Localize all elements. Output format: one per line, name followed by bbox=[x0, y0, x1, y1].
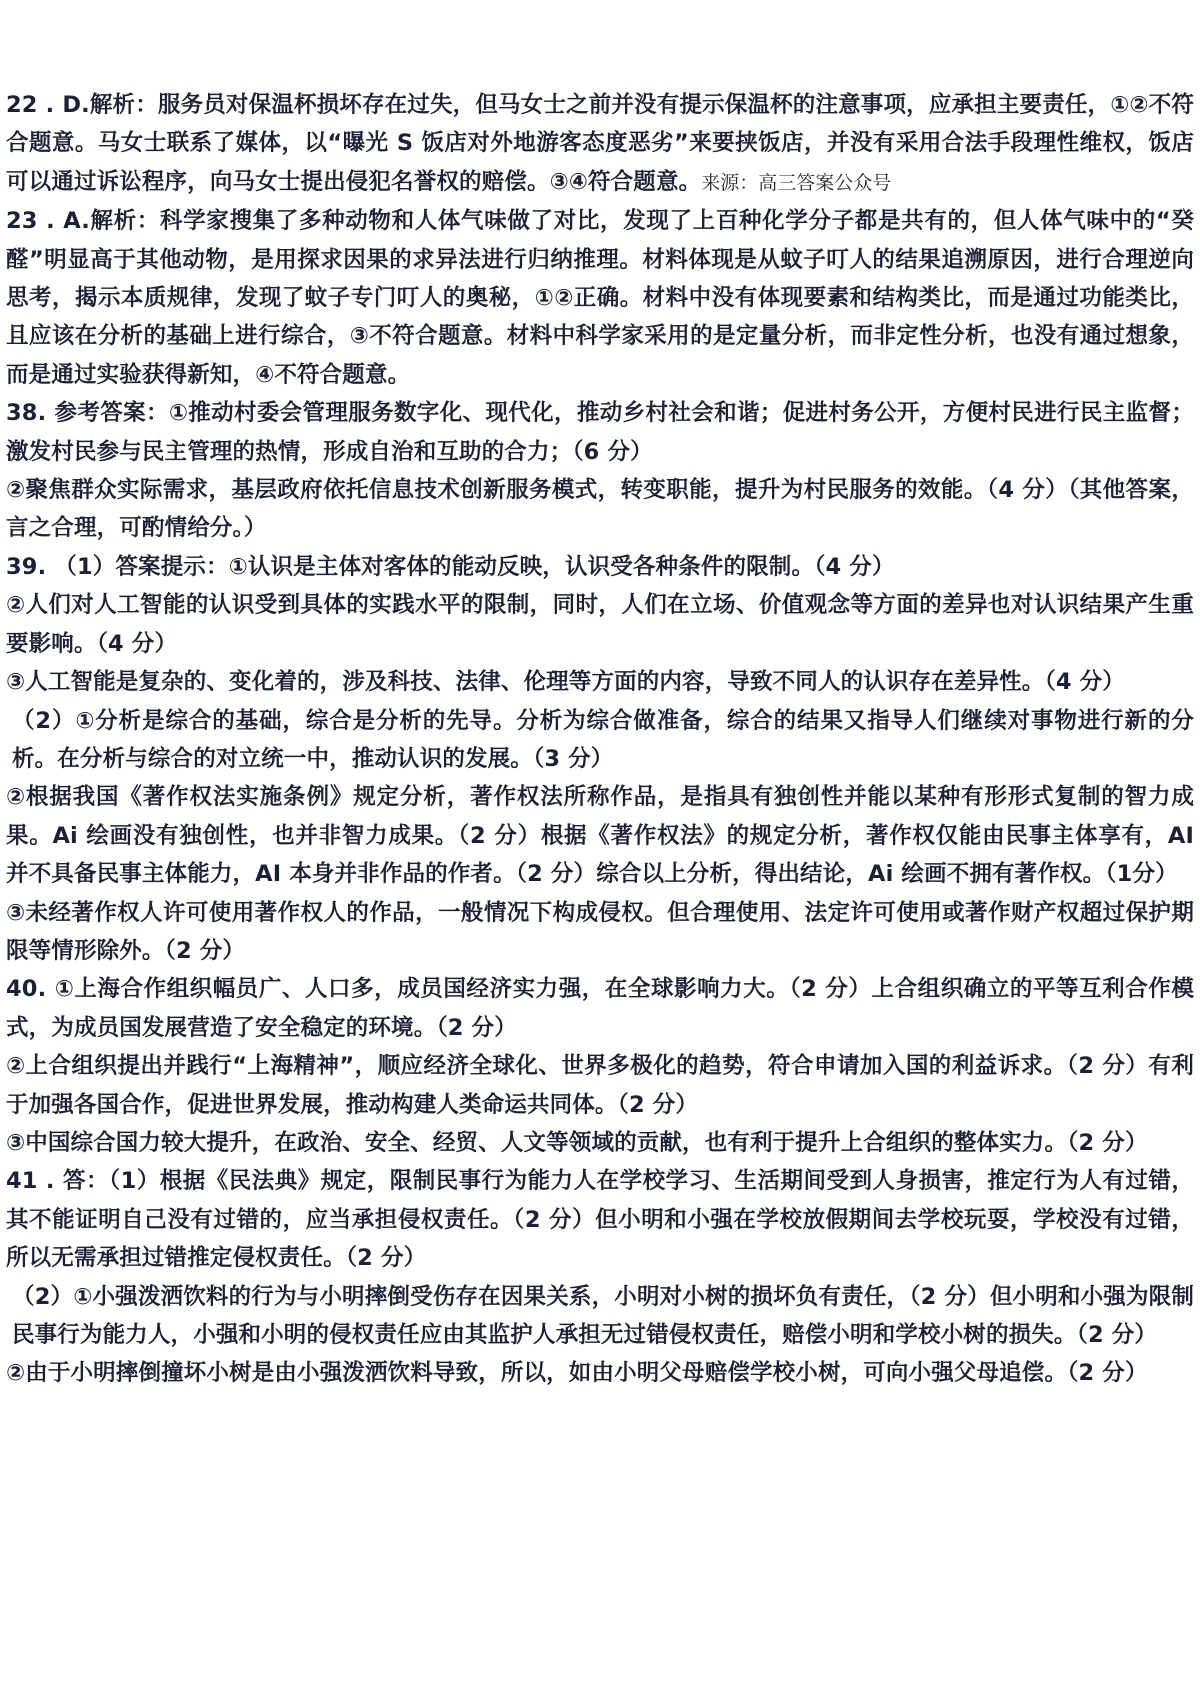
answer-40-point-2: ②上合组织提出并践行“上海精神”，顺应经济全球化、世界多极化的趋势，符合申请加入国的利益诉求。（2 分）有利于加强各国合作，促进世界发展，推动构建人类命运共同体。（2 分） bbox=[6, 1053, 1194, 1118]
answer-39-1-point-2: ②人们对人工智能的认识受到具体的实践水平的限制，同时，人们在立场、价值观念等方面的差异也对认识结果产生重要影响。（4 分） bbox=[6, 592, 1194, 657]
answer-22 bbox=[6, 86, 1194, 202]
answer-39-2-point-1: （2）①分析是综合的基础，综合是分析的先导。分析为综合做准备，综合的结果又指导人们继续对事物进行新的分析。在分析与综合的对立统一中，推动认识的发展。（3 分） bbox=[12, 707, 1194, 772]
answer-40-point-1: 40. ①上海合作组织幅员广、人口多，成员国经济实力强，在全球影响力大。（2 分）上合组织确立的平等互利合作模式，为成员国发展营造了安全稳定的环境。（2 分） bbox=[6, 976, 1194, 1041]
answer-38-part-2: ②聚焦群众实际需求，基层政府依托信息技术创新服务模式，转变职能，提升为村民服务的效能。（4 分）（其他答案，言之合理，可酌情给分。） bbox=[6, 477, 1194, 542]
answer-39-2-point-3: ③未经著作权人许可使用著作权人的作品，一般情况下构成侵权。但合理使用、法定许可使用或著作财产权超过保护期限等情形除外。（2 分） bbox=[6, 899, 1194, 964]
answer-22-text: 22 . D.解析：服务员对保温杯损坏存在过失，但马女士之前并没有提示保温杯的注意事项，应承担主要责任，①②不符合题意。马女士联系了媒体，以“曝光 S 饭店对外地游客态度恶劣”来要挟饭店，并没有采用合法手段理性维权，饭店可以通过诉讼程序，向马女士提出侵犯名誉权的赔偿。③④符合题意。 bbox=[6, 92, 1194, 195]
answer-41-part-2-point-2: ②由于小明摔倒撞坏小树是由小强泼洒饮料导致，所以，如由小明父母赔偿学校小树，可向小强父母追偿。（2 分） bbox=[6, 1360, 1148, 1387]
answer-23: 23 . A.解析：科学家搜集了多种动物和人体气味做了对比，发现了上百种化学分子都是共有的，但人体气味中的“癸醛”明显高于其他动物，是用探求因果的求异法进行归纳推理。材料体现是从蚊子叮人的结果追溯原因，进行合理逆向思考，揭示本质规律，发现了蚊子专门叮人的奥秘，①②正确。材料中没有体现要素和结构类比，而是通过功能类比，且应该在分析的基础上进行综合，③不符合题意。材料中科学家采用的是定量分析，而非定性分析，也没有通过想象，而是通过实验获得新知，④不符合题意。 bbox=[6, 208, 1194, 388]
answer-39-2-point-2: ②根据我国《著作权法实施条例》规定分析，著作权法所称作品，是指具有独创性并能以某种有形形式复制的智力成果。Ai 绘画没有独创性，也并非智力成果。（2 分）根据《著作权法》的规定分析，著作权仅能由民事主体享有，AI 并不具备民事主体能力，AI 本身并非作品的作者。（2 分）综合以上分析，得出结论，Ai 绘画不拥有著作权。（1分） bbox=[6, 784, 1194, 888]
answer-40-point-3: ③中国综合国力较大提升，在政治、安全、经贸、人文等领域的贡献，也有利于提升上合组织的整体实力。（2 分） bbox=[6, 1129, 1148, 1156]
answer-38-part-1: 38. 参考答案：①推动村委会管理服务数字化、现代化，推动乡村社会和谐；促进村务公开，方便村民进行民主监督；激发村民参与民主管理的热情，形成自治和互助的合力；（6 分） bbox=[6, 400, 1194, 465]
answer-41-part-2-point-1: （2）①小强泼洒饮料的行为与小明摔倒受伤存在因果关系，小明对小树的损坏负有责任，（2 分）但小明和小强为限制民事行为能力人，小强和小明的侵权责任应由其监护人承担无过错侵权责任，赔偿小明和学校小树的损失。（2 分） bbox=[12, 1283, 1194, 1348]
answer-content bbox=[6, 86, 1194, 1393]
answer-39-1-point-1: 39. （1）答案提示：①认识是主体对客体的能动反映，认识受各种条件的限制。（4 分） bbox=[6, 553, 895, 580]
answer-41-part-1: 41 . 答：（1）根据《民法典》规定，限制民事行为能力人在学校学习、生活期间受到人身损害，推定行为人有过错，其不能证明自己没有过错的，应当承担侵权责任。（2 分）但小明和小强在学校放假期间去学校玩耍，学校没有过错，所以无需承担过错推定侵权责任。（2 分） bbox=[6, 1168, 1194, 1272]
answer-39-1-point-3: ③人工智能是复杂的、变化着的，涉及科技、法律、伦理等方面的内容，导致不同人的认识存在差异性。（4 分） bbox=[6, 669, 1125, 696]
source-note: 来源：高三答案公众号 bbox=[701, 171, 892, 194]
